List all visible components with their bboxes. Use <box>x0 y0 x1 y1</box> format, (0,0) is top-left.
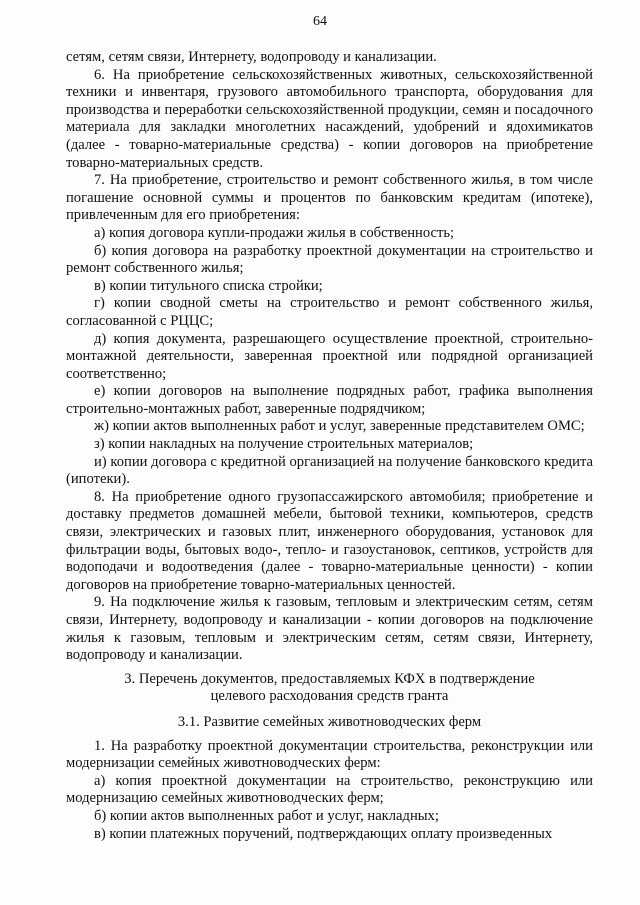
paragraph: д) копия документа, разрешающего осуществление проектной, строительно-монтажной деятельности, заверенная проектной или подрядной организацией соответственно; <box>66 330 593 382</box>
paragraph: а) копия договора купли-продажи жилья в собственность; <box>94 224 455 241</box>
paragraph: и) копии договора с кредитной организацией на получение банковского кредита (ипотеки). <box>66 453 593 488</box>
section-heading <box>66 671 593 706</box>
paragraph: в) копии титульного списка стройки; <box>94 277 323 294</box>
paragraph: ж) копии актов выполненных работ и услуг, заверенные представителем ОМС; <box>94 418 585 435</box>
section-heading-line: 3. Перечень документов, предоставляемых КФХ в подтверждение <box>124 670 535 687</box>
paragraph: 7. На приобретение, строительство и ремонт собственного жилья, в том числе погашение основной суммы и процентов по банковским кредитам (ипотеке), привлеченным для его приобретения: <box>66 172 593 224</box>
paragraph: 9. На подключение жилья к газовым, тепловым и электрическим сетям, сетям связи, Интернету, водопроводу и канализации - копии договоров на подключение жилья к газовым, тепловым и электрическим сетям, сетям связи, Интернету, водопроводу и канализации. <box>66 594 593 664</box>
page-number: 64 <box>313 14 327 29</box>
paragraph: а) копия проектной документации на строительство, реконструкцию или модернизацию семейных животноводческих ферм; <box>66 772 593 807</box>
subsection-heading: 3.1. Развитие семейных животноводческих ферм <box>177 713 482 730</box>
paragraph: з) копии накладных на получение строительных материалов; <box>94 436 474 453</box>
paragraph: г) копии сводной сметы на строительство и ремонт собственного жилья, согласованной с РЦЦС; <box>66 295 593 329</box>
section-heading-line: целевого расходования средств гранта <box>210 688 449 705</box>
paragraph: е) копии договоров на выполнение подрядных работ, графика выполнения строительно-монтажных работ, заверенные подрядчиком; <box>66 383 593 417</box>
paragraph: б) копии актов выполненных работ и услуг, накладных; <box>94 807 439 824</box>
paragraph: 8. На приобретение одного грузопассажирского автомобиля; приобретение и доставку предметов домашней мебели, бытовой техники, компьютеров, средств связи, электрических и газовых плит, инженерного оборудования, установок для фильтрации воды, бытовых водо-, тепло- и газоустановок, септиков, устройств для водоподачи и водоотведения (далее - товарно-материальные ценности) - копии договоров на приобретение товарно-материальных ценностей. <box>66 488 593 593</box>
paragraph: 1. На разработку проектной документации строительства, реконструкции или модернизации семейных животноводческих ферм: <box>66 737 593 772</box>
paragraph: в) копии платежных поручений, подтверждающих оплату произведенных <box>94 825 553 842</box>
paragraph: б) копия договора на разработку проектной документации на строительство и ремонт собственного жилья; <box>66 242 593 277</box>
document-body <box>66 49 593 843</box>
paragraph: сетям, сетям связи, Интернету, водопроводу и канализации. <box>66 49 437 65</box>
paragraph: 6. На приобретение сельскохозяйственных животных, сельскохозяйственной техники и инвентаря, грузового автомобильного транспорта, оборудования для производства и переработки сельскохозяйственной продукции, семян и посадочного материала для закладки многолетних насаждений, удобрений и ядохимикатов (далее - товарно-материальные средства) - копии договоров на приобретение товарно-материальных средств. <box>66 66 593 171</box>
